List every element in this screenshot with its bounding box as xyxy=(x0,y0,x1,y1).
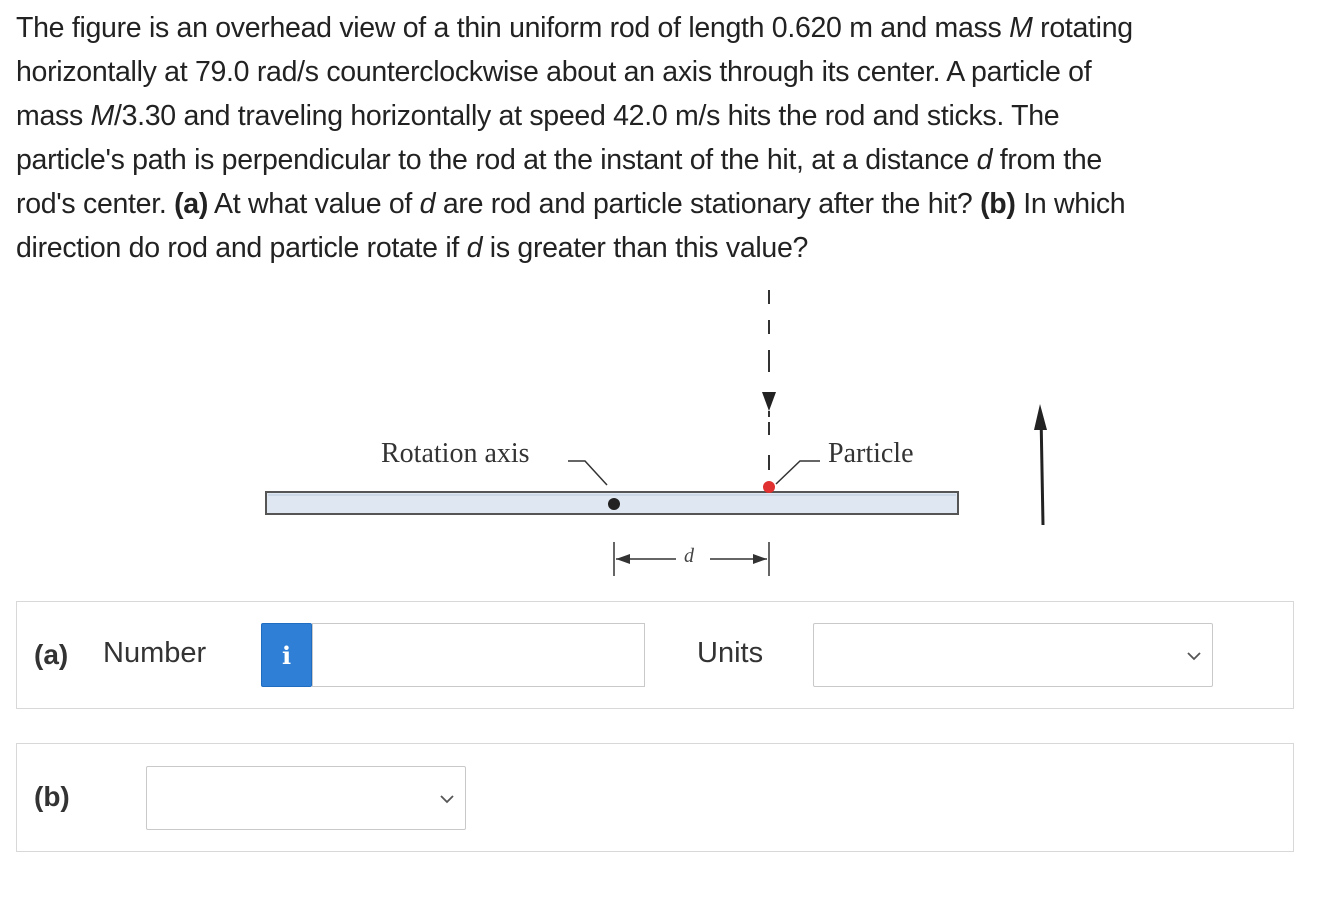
rotation-direction-arrowhead xyxy=(1034,404,1047,430)
rotation-axis-leader xyxy=(568,461,607,485)
rod-figure xyxy=(0,280,1334,580)
variable-m: M xyxy=(1009,12,1033,44)
part-b-answer-box xyxy=(16,743,1294,852)
particle-dot xyxy=(763,481,775,493)
rod-diagram xyxy=(0,280,1334,580)
units-select[interactable] xyxy=(813,623,1213,687)
info-button[interactable] xyxy=(261,623,312,687)
rotation-axis-dot xyxy=(608,498,620,510)
rotation-direction-line xyxy=(1041,414,1043,525)
chevron-down-icon xyxy=(439,791,455,807)
units-label: Units xyxy=(697,637,764,669)
particle-direction-arrow xyxy=(762,392,776,411)
question-line xyxy=(16,50,1316,94)
question-text-segment: The figure is an overhead view of a thin uniform rod of length 0.620 m and mass xyxy=(16,12,1010,44)
question-line xyxy=(16,138,1316,182)
part-b-label: (b) xyxy=(34,781,70,812)
question-text-segment: /3.30 and traveling horizontally at speed 42.0 m/s hits the rod and sticks. The xyxy=(113,100,1060,132)
question-line xyxy=(16,6,1316,50)
question-text-segment: from the xyxy=(992,144,1102,176)
dimension-arrow-left xyxy=(616,554,630,564)
rotation-axis-label: Rotation axis xyxy=(381,438,530,469)
variable-d: d xyxy=(466,232,483,264)
question-text-segment: mass xyxy=(16,100,91,132)
part-a-answer-box xyxy=(16,601,1294,709)
question-text-segment: rod's center. xyxy=(16,188,175,220)
question-line xyxy=(16,182,1316,226)
part-b-marker: (b) xyxy=(980,188,1016,220)
question-text-segment: In which xyxy=(1015,188,1126,220)
info-icon: i xyxy=(281,640,292,670)
question-text-segment: horizontally at 79.0 rad/s counterclockwise about an axis through its center. A particle of xyxy=(16,56,1092,88)
particle-label: Particle xyxy=(828,438,914,469)
variable-d: d xyxy=(419,188,436,220)
question-text-segment: rotating xyxy=(1032,12,1133,44)
variable-m: M xyxy=(90,100,114,132)
part-a-label: (a) xyxy=(34,639,69,670)
question-text-segment: At what value of xyxy=(208,188,420,220)
particle-leader xyxy=(776,461,820,484)
question-line xyxy=(16,94,1316,138)
distance-d-label: d xyxy=(684,545,694,567)
variable-d: d xyxy=(976,144,993,176)
direction-select[interactable] xyxy=(146,766,466,830)
part-a-marker: (a) xyxy=(174,188,209,220)
dimension-arrow-right xyxy=(753,554,767,564)
question-text-segment: is greater than this value? xyxy=(482,232,809,264)
question-text xyxy=(16,6,1316,270)
question-text-segment: particle's path is perpendicular to the rod at the instant of the hit, at a distance xyxy=(16,144,977,176)
question-text-segment: are rod and particle stationary after the hit? xyxy=(435,188,981,220)
chevron-down-icon xyxy=(1186,648,1202,664)
number-answer-input[interactable] xyxy=(312,623,645,687)
question-text-segment: direction do rod and particle rotate if xyxy=(16,232,467,264)
number-label: Number xyxy=(103,637,207,669)
question-line xyxy=(16,226,1316,270)
